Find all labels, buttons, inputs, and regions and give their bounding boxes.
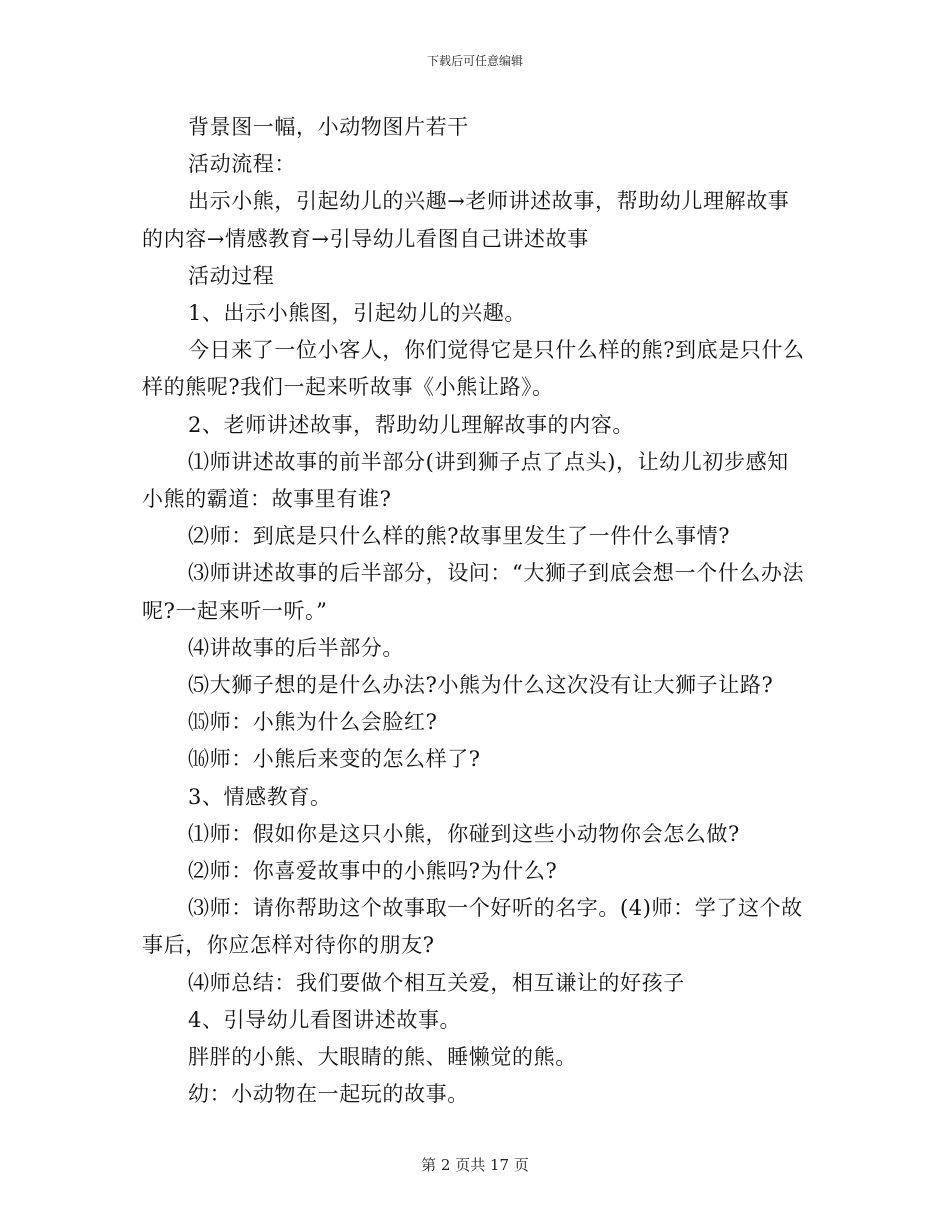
paragraph-step-2-item-2: ⑵师：到底是只什么样的熊?故事里发生了一件什么事情?: [188, 524, 731, 549]
paragraph-process-heading: 活动过程: [188, 263, 275, 288]
paragraph-step-3-item-4: ⑷师总结：我们要做个相互关爱，相互谦让的好孩子: [188, 970, 685, 995]
paragraph-flow: 出示小熊，引起幼儿的兴趣→老师讲述故事，帮助幼儿理解故事的内容→情感教育→引导幼儿看图自己讲述故事: [142, 189, 790, 251]
paragraph-materials: 背景图一幅，小动物图片若干: [188, 115, 469, 139]
paragraph-step-4-detail: 胖胖的小熊、大眼睛的熊、睡懒觉的熊。: [188, 1045, 577, 1070]
paragraph-step-2-item-3: ⑶师讲述故事的后半部分，设问：“大狮子到底会想一个什么办法呢?一起来听一听。”: [142, 561, 805, 623]
paragraph-step-4: 4、引导幼儿看图讲述故事。: [188, 1007, 462, 1032]
paragraph-step-2-item-4: ⑷讲故事的后半部分。: [188, 635, 404, 660]
paragraph-step-3-item-1: ⑴师：假如你是这只小熊，你碰到这些小动物你会怎么做?: [188, 821, 740, 846]
paragraph-step-2-item-5: ⑸大狮子想的是什么办法?小熊为什么这次没有让大狮子让路?: [188, 673, 774, 698]
paragraph-flow-heading: 活动流程：: [188, 152, 296, 177]
paragraph-step-2-item-15: ⒂师：小熊为什么会脸红?: [188, 710, 438, 735]
page-header: 下载后可任意编辑: [426, 54, 523, 68]
paragraph-step-3-item-3: ⑶师：请你帮助这个故事取一个好听的名字。(4)师：学了这个故事后，你应怎样对待你的朋友?: [142, 896, 803, 958]
paragraph-step-1-detail: 今日来了一位小客人，你们觉得它是只什么样的熊?到底是只什么样的熊呢?我们一起来听故事《小熊让路》。: [142, 338, 805, 400]
paragraph-step-3-item-2: ⑵师：你喜爱故事中的小熊吗?为什么?: [188, 859, 558, 884]
document-body: [142, 109, 810, 1113]
paragraph-step-3: 3、情感教育。: [188, 784, 332, 809]
paragraph-step-2: 2、老师讲述故事，帮助幼儿理解故事的内容。: [188, 412, 634, 437]
paragraph-step-1: 1、出示小熊图，引起幼儿的兴趣。: [188, 301, 526, 326]
paragraph-step-2-item-16: ⒃师：小熊后来变的怎么样了?: [188, 747, 481, 772]
paragraph-step-2-item-1: ⑴师讲述故事的前半部分(讲到狮子点了点头)，让幼儿初步感知小熊的霸道：故事里有谁?: [142, 449, 789, 512]
page-footer: 第 2 页共 17 页: [421, 1156, 529, 1174]
paragraph-step-4-child: 幼：小动物在一起玩的故事。: [188, 1082, 469, 1107]
